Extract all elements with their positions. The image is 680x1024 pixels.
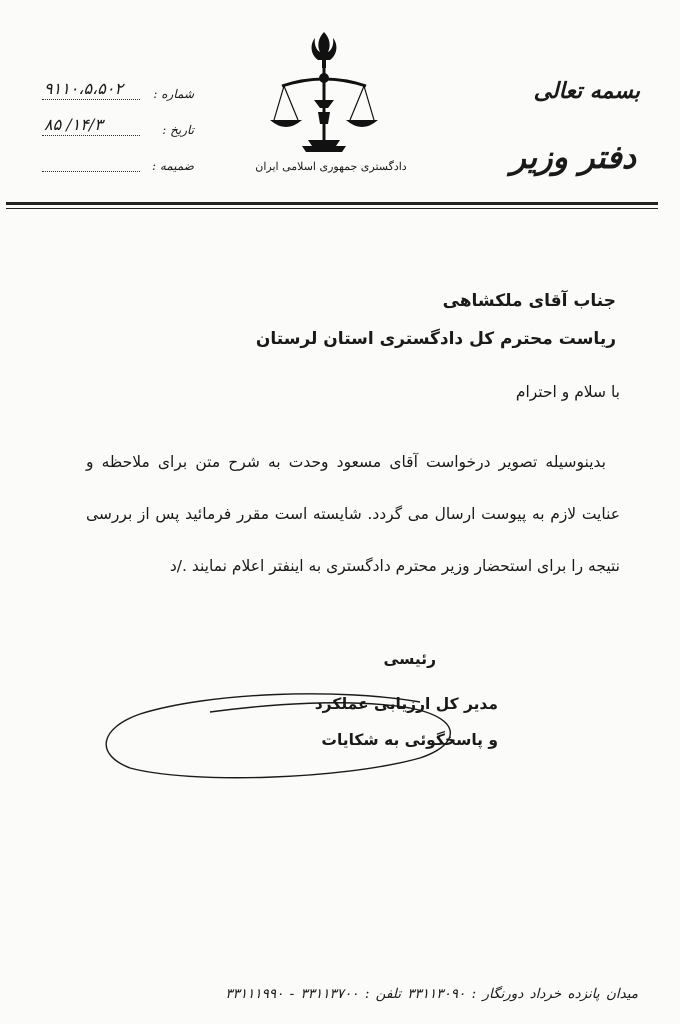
- dotted-line: [42, 99, 140, 100]
- office-name: دفتر وزیر: [510, 138, 636, 176]
- number-label: شماره :: [153, 87, 194, 101]
- dotted-line: [42, 135, 140, 136]
- footer-address: میدان پانزده خرداد دورنگار : ۳۳۱۱۳۰۹۰ تلفن : ۳۳۱۱۳۷۰۰ - ۳۳۱۱۱۹۹۰: [225, 986, 638, 1002]
- recipient-position: ریاست محترم کل دادگستری استان لرستان: [255, 329, 616, 349]
- header-divider-thin: [6, 208, 658, 209]
- body-paragraph: بدینوسیله تصویر درخواست آقای مسعود وحدت به شرح متن برای ملاحظه و عنایت لازم به پیوست ارسال می گردد. شایسته است مقرر فرمائید پس از بررسی نتیجه را برای استحضار وزیر محترم دادگستری به اینفتر اعلام نمایند ./د: [86, 453, 620, 575]
- date-value: ۱۴/۳/ ۸۵: [44, 115, 103, 134]
- date-label: تاریخ :: [162, 123, 194, 137]
- signatory-title: [315, 686, 498, 758]
- recipient-name: جناب آقای ملکشاهی: [442, 291, 616, 311]
- letter-date-row: [34, 114, 194, 140]
- invocation: بسمه تعالی: [533, 78, 640, 104]
- greeting: با سلام و احترام: [515, 383, 620, 401]
- signatory-title-line1: مدیر کل ارزیابی عملکرد: [314, 695, 498, 713]
- recipient-block: [256, 282, 616, 358]
- attachment-label: ضمیمه :: [152, 159, 194, 173]
- institution-name: دادگستری جمهوری اسلامی ایران: [255, 160, 407, 173]
- judiciary-emblem-icon: [268, 28, 380, 160]
- signatory-title-line2: و پاسخگوئی به شکایات: [321, 731, 498, 749]
- letter-attachment-row: [34, 150, 194, 176]
- letter-number-row: [34, 78, 194, 104]
- signatory-name: رئیسی: [383, 650, 436, 668]
- header-divider-thick: [6, 202, 658, 205]
- number-value: ۹۱۱۰،۵،۵۰۲: [44, 79, 124, 98]
- dotted-line: [42, 171, 140, 172]
- letter-body: [86, 436, 620, 592]
